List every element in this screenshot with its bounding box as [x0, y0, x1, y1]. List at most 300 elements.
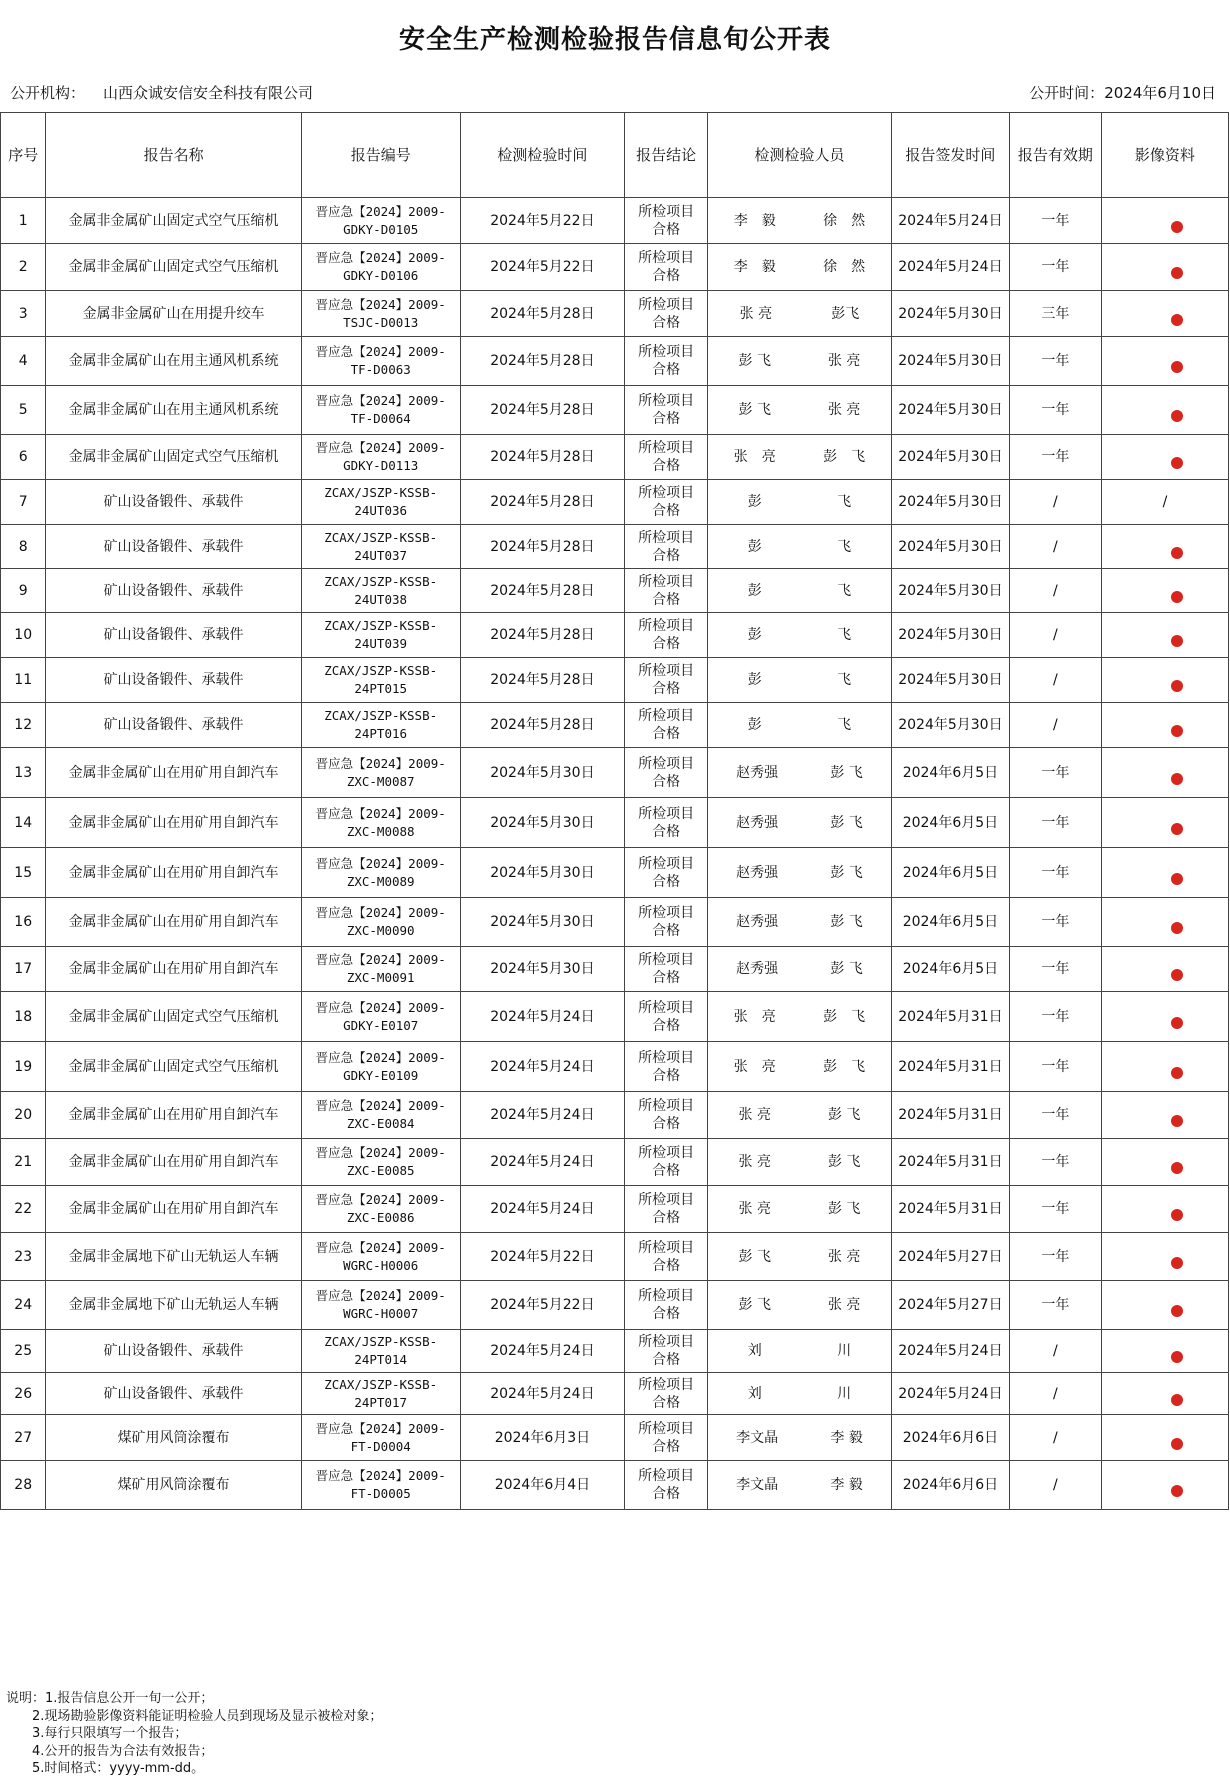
report-code-line2: 24UT036 — [354, 503, 408, 518]
publishing-org — [10, 78, 313, 108]
report-name: 金属非金属地下矿山无轨运人车辆 — [46, 1233, 301, 1281]
report-code-line2: ZXC-E0085 — [346, 1163, 415, 1178]
test-date: 2024年5月30日 — [460, 898, 625, 947]
conclusion-line1: 所检项目 — [638, 1376, 695, 1393]
conclusion — [625, 1042, 708, 1092]
conclusion-line2: 合格 — [652, 1017, 681, 1034]
image-cell[interactable] — [1101, 658, 1228, 703]
hardhat-icon — [1171, 725, 1183, 737]
image-cell[interactable] — [1101, 798, 1228, 848]
report-name: 金属非金属矿山固定式空气压缩机 — [46, 198, 301, 244]
report-code-line1: ZCAX/JSZP-KSSB- — [324, 708, 438, 723]
report-code-line2: ZXC-M0087 — [346, 773, 415, 789]
image-cell: / — [1101, 480, 1228, 525]
report-code-line1: 晋应急【2024】2009- — [315, 1288, 446, 1303]
conclusion-line1: 所检项目 — [638, 855, 695, 872]
hardhat-icon — [1171, 314, 1183, 326]
report-name: 矿山设备锻件、承载件 — [46, 1373, 301, 1415]
conclusion-line2: 合格 — [652, 1116, 681, 1132]
inspectors — [708, 1139, 892, 1186]
hardhat-icon — [1171, 547, 1183, 559]
report-code — [301, 898, 460, 947]
validity: / — [1009, 569, 1101, 613]
report-code — [301, 848, 460, 898]
hardhat-icon — [1171, 773, 1183, 785]
hardhat-icon — [1171, 1351, 1183, 1363]
report-name: 金属非金属矿山固定式空气压缩机 — [46, 1042, 301, 1092]
conclusion-line2: 合格 — [652, 268, 681, 284]
validity: 一年 — [1009, 848, 1101, 898]
hardhat-icon — [1171, 1305, 1183, 1317]
inspector-1: 李 毅 — [733, 259, 776, 275]
report-code-line1: 晋应急【2024】2009- — [315, 1239, 446, 1255]
report-code-line1: 晋应急【2024】2009- — [315, 1420, 446, 1436]
report-code-line1: ZCAX/JSZP-KSSB- — [324, 1334, 438, 1349]
image-cell[interactable] — [1101, 337, 1228, 386]
table-row — [1, 613, 1229, 658]
conclusion — [625, 992, 708, 1042]
date-value: 2024年6月10日 — [1104, 84, 1216, 102]
report-code-line1: 晋应急【2024】2009- — [315, 296, 446, 312]
hardhat-icon — [1171, 635, 1183, 647]
issue-date: 2024年5月30日 — [891, 613, 1009, 658]
hardhat-icon — [1171, 922, 1183, 934]
test-date: 2024年6月4日 — [460, 1461, 625, 1510]
image-cell[interactable] — [1101, 992, 1228, 1042]
validity: 一年 — [1009, 435, 1101, 480]
note-line: 4.公开的报告为合法有效报告； — [6, 1743, 214, 1759]
report-code-line1: ZCAX/JSZP-KSSB- — [324, 529, 438, 545]
conclusion-line2: 合格 — [652, 923, 681, 939]
report-code-line1: ZCAX/JSZP-KSSB- — [324, 573, 438, 589]
report-code — [301, 1373, 460, 1415]
validity: / — [1009, 1330, 1101, 1373]
validity: 一年 — [1009, 1186, 1101, 1233]
table-row — [1, 1373, 1229, 1415]
inspectors — [708, 1415, 892, 1461]
table-row — [1, 798, 1229, 848]
inspector-2: 川 — [837, 1343, 852, 1359]
report-name: 金属非金属矿山在用主通风机系统 — [46, 337, 301, 386]
inspector-2: 徐 然 — [823, 259, 866, 275]
inspectors — [708, 748, 892, 798]
report-code — [301, 435, 460, 480]
header-test-date: 检测检验时间 — [460, 113, 625, 198]
image-cell[interactable] — [1101, 525, 1228, 569]
table-row — [1, 244, 1229, 291]
report-code-line1: 晋应急【2024】2009- — [315, 855, 446, 871]
row-no: 17 — [1, 947, 46, 992]
report-code — [301, 1042, 460, 1092]
inspectors — [708, 291, 892, 337]
inspector-2: 李 毅 — [830, 1477, 863, 1493]
report-code-line2: GDKY-E0107 — [343, 1017, 419, 1033]
report-name: 金属非金属矿山在用主通风机系统 — [46, 386, 301, 435]
validity: / — [1009, 480, 1101, 525]
note-line: 3.每行只限填写一个报告； — [6, 1726, 188, 1741]
inspectors — [708, 1233, 892, 1281]
image-cell[interactable] — [1101, 1330, 1228, 1373]
hardhat-icon — [1171, 1209, 1183, 1221]
inspector-2: 飞 — [837, 627, 852, 643]
inspector-1: 刘 — [747, 1385, 762, 1402]
report-name: 矿山设备锻件、承载件 — [46, 613, 301, 658]
table-row — [1, 1092, 1229, 1139]
image-cell[interactable] — [1101, 947, 1228, 992]
conclusion-line2: 合格 — [652, 503, 681, 519]
issue-date: 2024年5月30日 — [891, 291, 1009, 337]
inspector-2: 张 亮 — [827, 1297, 861, 1313]
date-label: 公开时间： — [1029, 84, 1105, 102]
table-row — [1, 1330, 1229, 1373]
header-conclusion: 报告结论 — [625, 113, 708, 198]
report-code — [301, 480, 460, 525]
image-cell[interactable] — [1101, 386, 1228, 435]
image-cell[interactable] — [1101, 244, 1228, 291]
conclusion-line2: 合格 — [652, 411, 681, 427]
inspector-2: 张 亮 — [827, 1248, 861, 1265]
inspector-2: 徐 然 — [823, 212, 866, 229]
row-no: 16 — [1, 898, 46, 947]
inspectors — [708, 947, 892, 992]
table-row — [1, 386, 1229, 435]
test-date: 2024年5月30日 — [460, 947, 625, 992]
conclusion-line2: 合格 — [652, 681, 681, 697]
inspector-1: 张 亮 — [739, 305, 773, 322]
conclusion — [625, 1373, 708, 1415]
report-code-line1: 晋应急【2024】2009- — [315, 1192, 446, 1207]
inspector-1: 彭 — [747, 717, 762, 733]
table-row — [1, 992, 1229, 1042]
table-row — [1, 291, 1229, 337]
inspector-2: 飞 — [837, 494, 852, 510]
report-code-line1: 晋应急【2024】2009- — [315, 440, 446, 455]
image-cell[interactable] — [1101, 1186, 1228, 1233]
image-cell[interactable] — [1101, 198, 1228, 244]
inspectors — [708, 198, 892, 244]
conclusion-line2: 合格 — [652, 1210, 681, 1226]
test-date: 2024年5月24日 — [460, 1186, 625, 1233]
inspectors — [708, 1281, 892, 1330]
row-no: 8 — [1, 525, 46, 569]
table-row — [1, 848, 1229, 898]
report-code — [301, 1092, 460, 1139]
report-name: 煤矿用风筒涂覆布 — [46, 1415, 301, 1461]
report-code-line1: 晋应急【2024】2009- — [315, 905, 446, 920]
conclusion — [625, 798, 708, 848]
inspectors — [708, 992, 892, 1042]
row-no: 9 — [1, 569, 46, 613]
report-code-line1: 晋应急【2024】2009- — [315, 250, 446, 265]
image-cell[interactable] — [1101, 1415, 1228, 1461]
table-row — [1, 435, 1229, 480]
report-code — [301, 1186, 460, 1233]
inspector-2: 彭 飞 — [830, 914, 863, 930]
report-code — [301, 386, 460, 435]
conclusion-line1: 所检项目 — [638, 1098, 695, 1114]
conclusion — [625, 898, 708, 947]
publish-date — [1029, 78, 1216, 108]
image-cell[interactable] — [1101, 1281, 1228, 1330]
validity: / — [1009, 613, 1101, 658]
image-cell[interactable] — [1101, 1461, 1228, 1510]
conclusion-line2: 合格 — [652, 221, 681, 238]
conclusion — [625, 1281, 708, 1330]
inspector-1: 彭 — [747, 538, 762, 555]
validity: 一年 — [1009, 386, 1101, 435]
conclusion-line1: 所检项目 — [638, 1145, 695, 1161]
image-cell[interactable] — [1101, 848, 1228, 898]
validity: / — [1009, 525, 1101, 569]
test-date: 2024年5月24日 — [460, 992, 625, 1042]
hardhat-icon — [1171, 1485, 1183, 1497]
report-name: 矿山设备锻件、承载件 — [46, 658, 301, 703]
hardhat-icon — [1171, 1257, 1183, 1269]
report-code-line2: GDKY-D0105 — [343, 221, 419, 237]
org-name: 山西众诚安信安全科技有限公司 — [103, 84, 314, 102]
header-report-name: 报告名称 — [46, 113, 301, 198]
issue-date: 2024年5月30日 — [891, 525, 1009, 569]
row-no: 13 — [1, 748, 46, 798]
report-code-line2: WGRC-H0006 — [343, 1257, 419, 1273]
conclusion-line2: 合格 — [652, 636, 681, 652]
inspector-2: 飞 — [837, 538, 852, 555]
test-date: 2024年5月28日 — [460, 386, 625, 435]
report-name: 金属非金属地下矿山无轨运人车辆 — [46, 1281, 301, 1330]
conclusion-line2: 合格 — [652, 547, 681, 564]
table-row — [1, 569, 1229, 613]
report-name: 金属非金属矿山在用矿用自卸汽车 — [46, 1186, 301, 1233]
hardhat-icon — [1171, 361, 1183, 373]
report-name: 金属非金属矿山在用矿用自卸汽车 — [46, 748, 301, 798]
hardhat-icon — [1171, 823, 1183, 835]
row-no: 2 — [1, 244, 46, 291]
issue-date: 2024年5月31日 — [891, 1139, 1009, 1186]
report-code — [301, 703, 460, 748]
inspector-1: 赵秀强 — [736, 914, 779, 930]
report-code — [301, 992, 460, 1042]
report-code-line2: GDKY-D0106 — [343, 268, 419, 283]
report-name: 金属非金属矿山在用提升绞车 — [46, 291, 301, 337]
inspector-2: 彭 飞 — [830, 764, 863, 781]
table-row — [1, 1186, 1229, 1233]
table-row — [1, 1281, 1229, 1330]
inspector-1: 张 亮 — [733, 1058, 776, 1075]
test-date: 2024年5月22日 — [460, 198, 625, 244]
report-code-line2: TF-D0064 — [350, 411, 411, 426]
report-code-line2: WGRC-H0007 — [343, 1306, 419, 1321]
conclusion — [625, 1233, 708, 1281]
issue-date: 2024年5月31日 — [891, 1092, 1009, 1139]
conclusion-line1: 所检项目 — [638, 663, 695, 679]
row-no: 27 — [1, 1415, 46, 1461]
org-label: 公开机构： — [10, 84, 86, 102]
conclusion-line2: 合格 — [652, 362, 681, 378]
inspector-2: 川 — [837, 1385, 852, 1402]
conclusion-line2: 合格 — [652, 970, 681, 986]
issue-date: 2024年5月24日 — [891, 1330, 1009, 1373]
inspector-1: 赵秀强 — [736, 864, 779, 881]
image-cell[interactable] — [1101, 291, 1228, 337]
report-code-line2: 24UT038 — [354, 591, 408, 607]
report-code-line2: ZXC-M0089 — [346, 873, 415, 889]
conclusion — [625, 525, 708, 569]
report-code — [301, 947, 460, 992]
test-date: 2024年5月28日 — [460, 613, 625, 658]
row-no: 22 — [1, 1186, 46, 1233]
page-title: 安全生产检测检验报告信息旬公开表 — [398, 24, 831, 55]
image-cell[interactable] — [1101, 898, 1228, 947]
report-code-line2: 24PT014 — [354, 1352, 408, 1367]
inspectors — [708, 798, 892, 848]
report-code — [301, 1415, 460, 1461]
issue-date: 2024年6月5日 — [891, 898, 1009, 947]
issue-date: 2024年5月30日 — [891, 386, 1009, 435]
row-no: 24 — [1, 1281, 46, 1330]
conclusion-line2: 合格 — [652, 1163, 681, 1179]
report-code-line1: ZCAX/JSZP-KSSB- — [324, 1376, 438, 1392]
report-code — [301, 1139, 460, 1186]
hardhat-icon — [1171, 1162, 1183, 1174]
row-no: 15 — [1, 848, 46, 898]
conclusion-line2: 合格 — [652, 1438, 681, 1455]
report-name: 矿山设备锻件、承载件 — [46, 703, 301, 748]
hardhat-icon — [1171, 680, 1183, 692]
conclusion — [625, 386, 708, 435]
report-code-line2: 24PT015 — [354, 681, 408, 696]
report-code — [301, 291, 460, 337]
table-row — [1, 748, 1229, 798]
conclusion-line1: 所检项目 — [638, 905, 695, 921]
image-cell[interactable] — [1101, 703, 1228, 748]
test-date: 2024年5月24日 — [460, 1139, 625, 1186]
test-date: 2024年5月22日 — [460, 1233, 625, 1281]
test-date: 2024年5月30日 — [460, 748, 625, 798]
report-code-line1: 晋应急【2024】2009- — [315, 203, 446, 219]
conclusion-line1: 所检项目 — [638, 708, 695, 724]
issue-date: 2024年6月5日 — [891, 848, 1009, 898]
note-line: 说明：1.报告信息公开一旬一公开； — [6, 1691, 214, 1706]
report-code-line2: ZXC-E0086 — [346, 1210, 415, 1225]
image-cell[interactable] — [1101, 1233, 1228, 1281]
report-code — [301, 569, 460, 613]
validity: / — [1009, 1461, 1101, 1510]
report-name: 煤矿用风筒涂覆布 — [46, 1461, 301, 1510]
conclusion-line1: 所检项目 — [638, 203, 695, 220]
report-name: 金属非金属矿山在用矿用自卸汽车 — [46, 848, 301, 898]
report-code — [301, 798, 460, 848]
image-cell[interactable] — [1101, 613, 1228, 658]
inspectors — [708, 1186, 892, 1233]
image-cell[interactable] — [1101, 1139, 1228, 1186]
inspector-1: 赵秀强 — [736, 814, 779, 831]
inspector-1: 彭 飞 — [738, 1248, 771, 1265]
inspectors — [708, 1461, 892, 1510]
image-cell[interactable] — [1101, 1092, 1228, 1139]
report-name: 矿山设备锻件、承载件 — [46, 1330, 301, 1373]
test-date: 2024年5月28日 — [460, 569, 625, 613]
inspectors — [708, 703, 892, 748]
report-code-line2: ZXC-M0090 — [346, 923, 415, 938]
validity: 一年 — [1009, 898, 1101, 947]
conclusion-line1: 所检项目 — [638, 250, 695, 266]
report-code-line1: 晋应急【2024】2009- — [315, 1098, 446, 1113]
validity: 一年 — [1009, 1281, 1101, 1330]
inspectors — [708, 848, 892, 898]
issue-date: 2024年5月30日 — [891, 658, 1009, 703]
conclusion — [625, 748, 708, 798]
row-no: 18 — [1, 992, 46, 1042]
issue-date: 2024年6月5日 — [891, 748, 1009, 798]
report-code-line2: TSJC-D0013 — [343, 314, 419, 330]
conclusion-line2: 合格 — [652, 726, 681, 742]
header-images: 影像资料 — [1101, 113, 1228, 198]
inspectors — [708, 480, 892, 525]
test-date: 2024年5月28日 — [460, 703, 625, 748]
conclusion-line2: 合格 — [652, 1352, 681, 1368]
test-date: 2024年5月22日 — [460, 244, 625, 291]
hardhat-icon — [1171, 1115, 1183, 1127]
report-code-line1: 晋应急【2024】2009- — [315, 952, 446, 967]
table-row — [1, 525, 1229, 569]
test-date: 2024年5月22日 — [460, 1281, 625, 1330]
conclusion-line1: 所检项目 — [638, 952, 695, 968]
conclusion — [625, 244, 708, 291]
conclusion-line1: 所检项目 — [638, 1334, 695, 1350]
issue-date: 2024年5月30日 — [891, 337, 1009, 386]
row-no: 10 — [1, 613, 46, 658]
issue-date: 2024年6月6日 — [891, 1461, 1009, 1510]
conclusion — [625, 613, 708, 658]
issue-date: 2024年5月31日 — [891, 1042, 1009, 1092]
image-cell[interactable] — [1101, 1373, 1228, 1415]
report-code-line2: 24PT017 — [354, 1394, 408, 1410]
inspector-2: 飞 — [837, 717, 852, 733]
report-code — [301, 1461, 460, 1510]
image-cell[interactable] — [1101, 569, 1228, 613]
header-validity: 报告有效期 — [1009, 113, 1101, 198]
report-code-line2: ZXC-E0084 — [346, 1116, 415, 1131]
validity: 一年 — [1009, 337, 1101, 386]
conclusion — [625, 1092, 708, 1139]
issue-date: 2024年5月27日 — [891, 1233, 1009, 1281]
inspector-1: 赵秀强 — [736, 764, 779, 781]
conclusion-line2: 合格 — [652, 1306, 681, 1322]
conclusion-line1: 所检项目 — [638, 485, 695, 501]
validity: 一年 — [1009, 1042, 1101, 1092]
hardhat-icon — [1171, 267, 1183, 279]
report-code-line2: 24UT037 — [354, 547, 408, 563]
hardhat-icon — [1171, 1394, 1183, 1406]
conclusion-line1: 所检项目 — [638, 1420, 695, 1437]
table-row — [1, 658, 1229, 703]
inspector-1: 彭 — [747, 627, 762, 643]
image-cell[interactable] — [1101, 1042, 1228, 1092]
inspectors — [708, 525, 892, 569]
inspector-2: 彭 飞 — [823, 1058, 866, 1075]
image-cell[interactable] — [1101, 748, 1228, 798]
hardhat-icon — [1171, 457, 1183, 469]
inspector-1: 彭 — [747, 494, 762, 510]
conclusion — [625, 658, 708, 703]
row-no: 21 — [1, 1139, 46, 1186]
row-no: 4 — [1, 337, 46, 386]
inspectors — [708, 1373, 892, 1415]
conclusion — [625, 198, 708, 244]
inspector-2: 彭 飞 — [823, 1008, 866, 1025]
conclusion — [625, 1186, 708, 1233]
image-cell[interactable] — [1101, 435, 1228, 480]
